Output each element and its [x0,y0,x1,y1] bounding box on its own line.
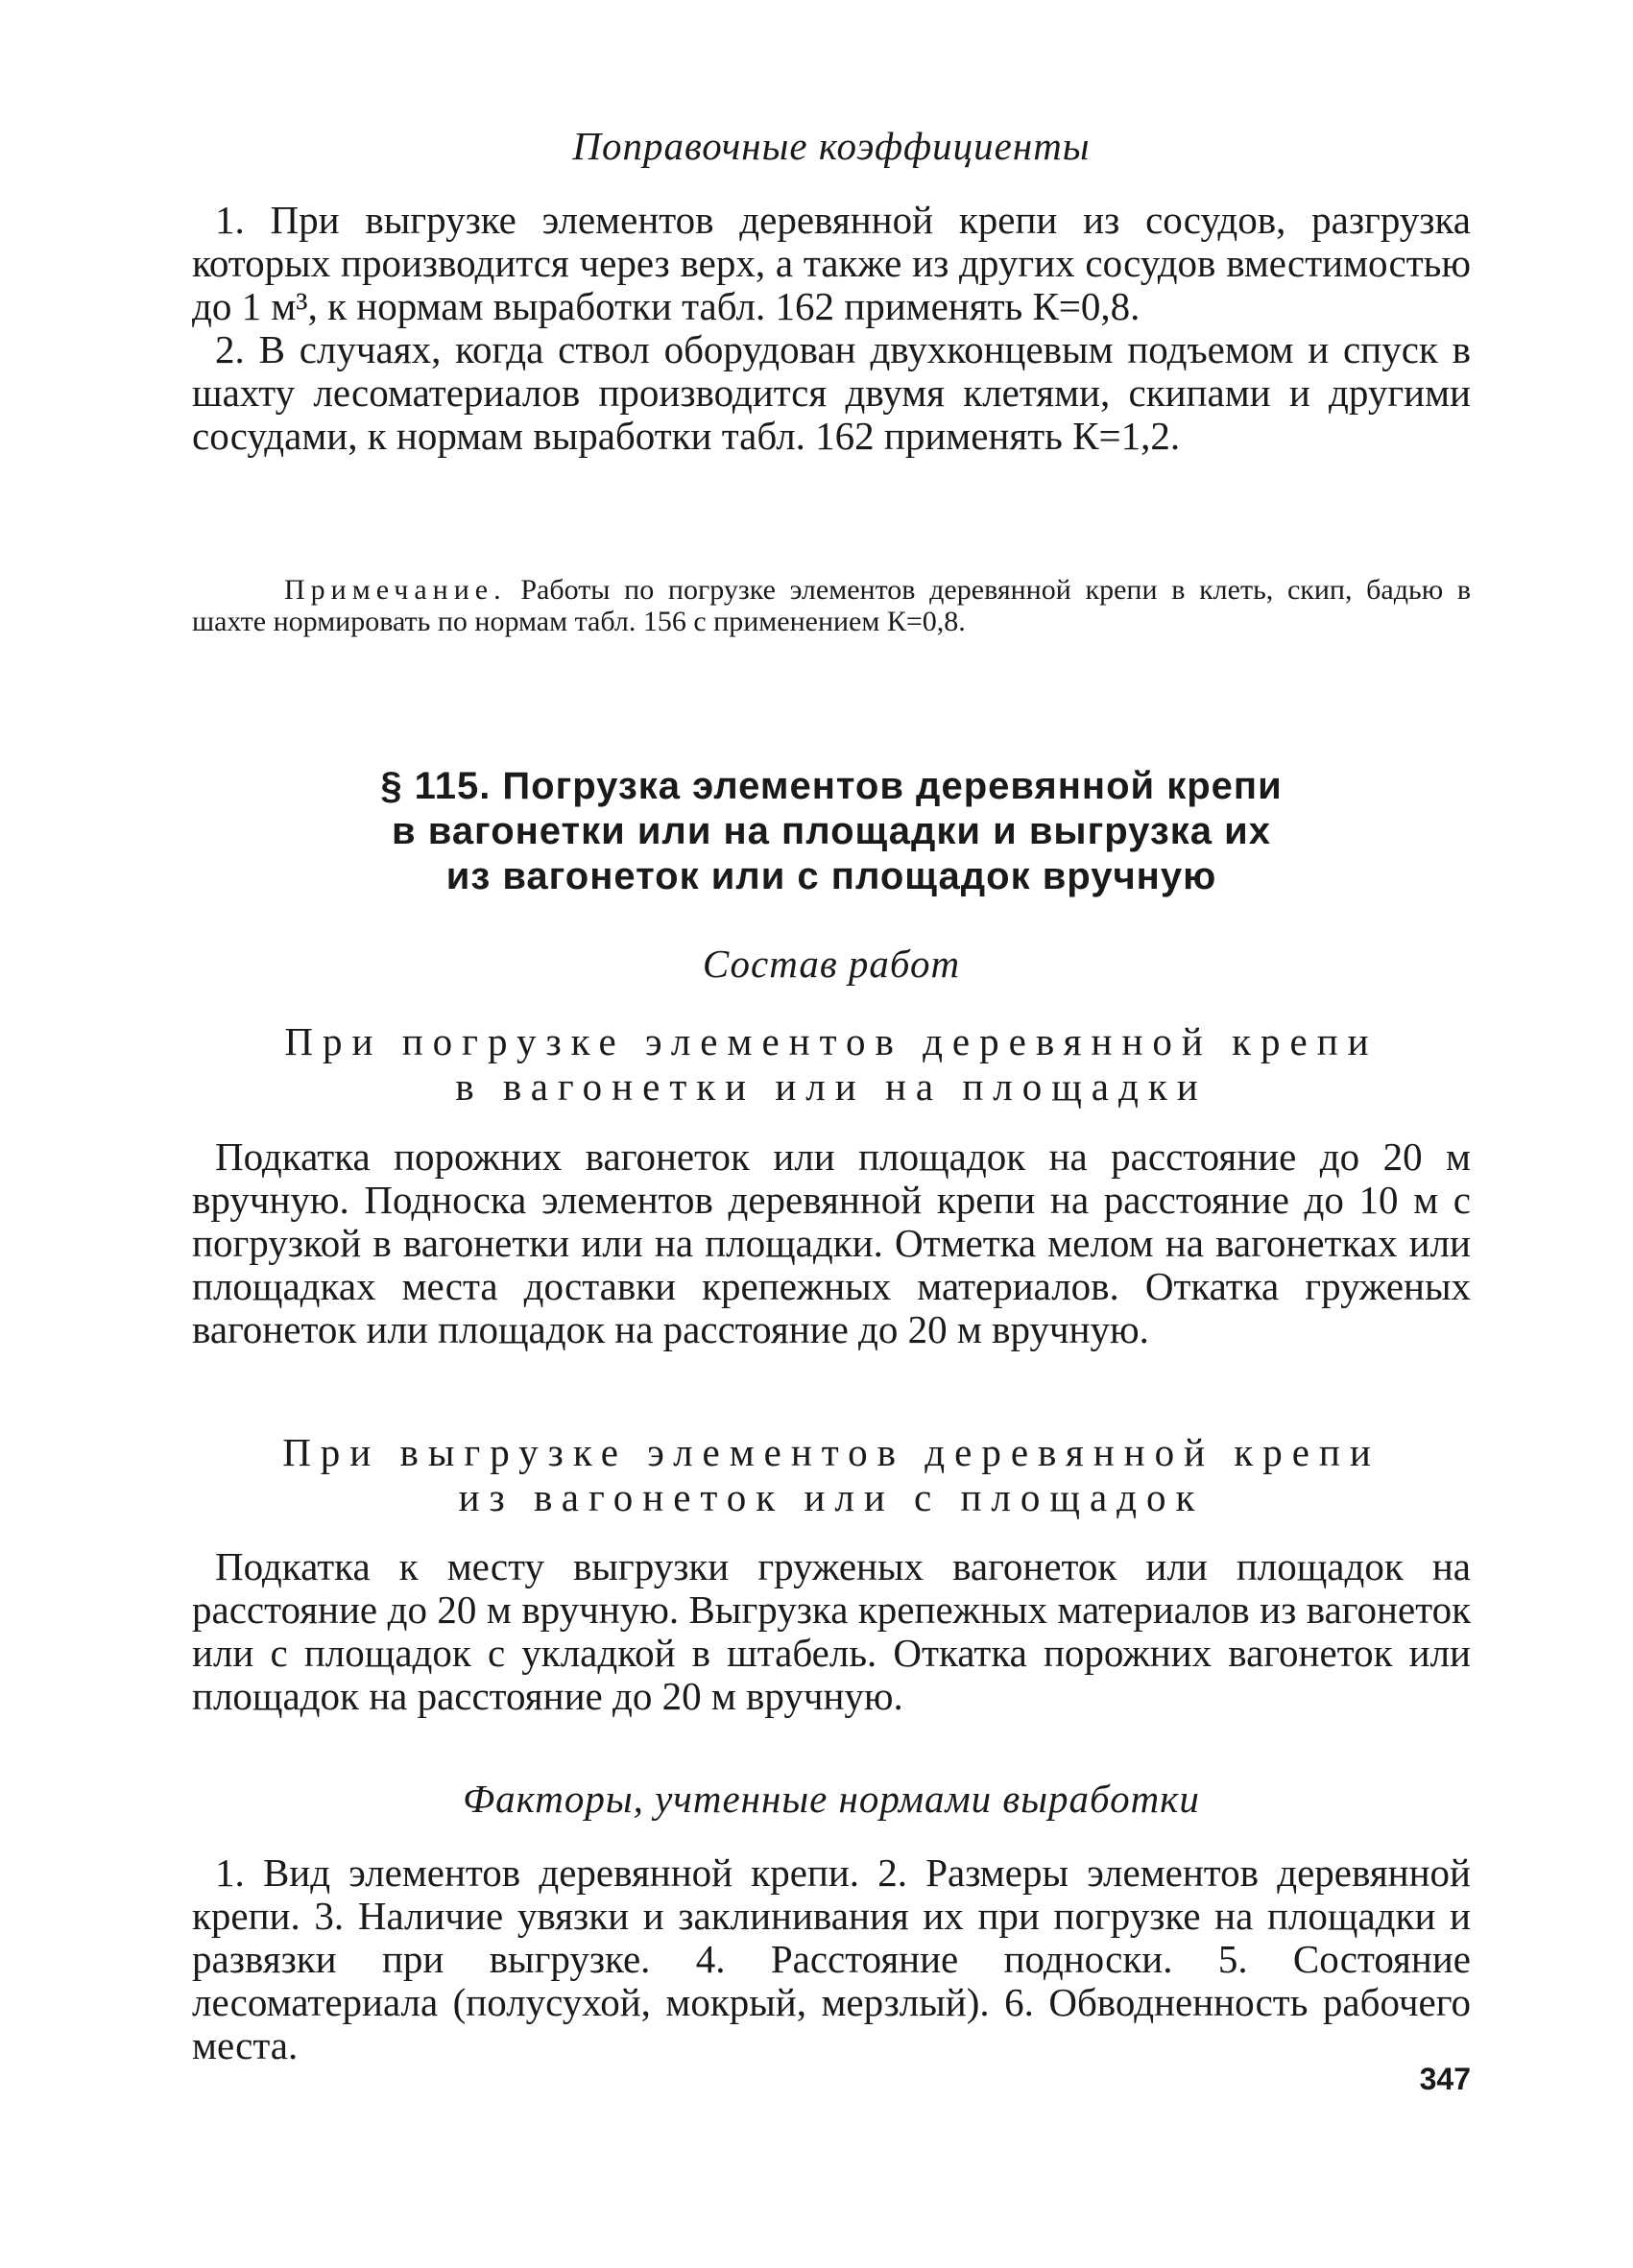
unloading-heading [192,1430,1471,1520]
loading-heading [192,1019,1471,1110]
unloading-text-block [192,1545,1471,1718]
work-composition-heading: Состав работ [702,942,961,986]
correction-item-1: 1. При выгрузке элементов деревянной крепи из сосудов, разгрузка которых производится через верх, а также из других сосудов вместимостью до 1 м³, к нормам выработки табл. 162 применять К=0,8. [192,198,1471,328]
page-number: 347 [1419,2062,1471,2096]
loading-text: Подкатка порожних вагонеток или площадок на расстояние до 20 м вручную. Подноска элементов деревянной крепи на расстояние до 10 м с погрузкой в вагонетки или на площадки. Отметка мелом на вагонетках или площадках места доставки крепежных материалов. Откатка груженых вагонеток или площадок на расстояние до 20 м вручную. [192,1134,1471,1351]
factors-text: 1. Вид элементов деревянной крепи. 2. Размеры элементов деревянной крепи. 3. Наличие увязки и заклинивания их при погрузке на площадки и развязки при выгрузке. 4. Расстояние подноски. 5. Состояние лесоматериала (полусухой, мокрый, мерзлый). 6. Обводненность рабочего места. [192,1850,1471,2067]
note-label: Примечание. [284,574,507,606]
unloading-heading-line-2: из вагонеток или с площадок [458,1475,1205,1519]
section-title-line-2: в вагонетки или на площадки и выгрузка их [392,810,1271,852]
unloading-text: Подкатка к месту выгрузки груженых вагонеток или площадок на расстояние до 20 м вручную. Выгрузка крепежных материалов из вагонеток или с площадок с укладкой в штабель. Откатка порожних вагонеток или площадок на расстояние до 20 м вручную. [192,1544,1471,1718]
loading-heading-line-2: в вагонетки или на площадки [455,1064,1208,1109]
corrections-list [192,199,1471,458]
note-paragraph [192,574,1471,637]
correction-item-2: 2. В случаях, когда ствол оборудован двухконцевым подъемом и спуск в шахту лесоматериалов производится двумя клетями, скипами и другими сосудами, к нормам выработки табл. 162 применять К=1,2. [192,327,1471,458]
factors-text-block [192,1851,1471,2067]
section-title-line-1: § 115. Погрузка элементов деревянной крепи [380,765,1283,807]
loading-text-block [192,1135,1471,1351]
corrections-heading: Поправочные коэффициенты [572,124,1091,168]
factors-heading: Факторы, учтенные нормами выработки [463,1777,1200,1821]
unloading-heading-line-1: При выгрузке элементов деревянной крепи [282,1430,1381,1474]
section-title [192,764,1471,899]
section-title-line-3: из вагонеток или с площадок вручную [445,855,1217,897]
loading-heading-line-1: При погрузке элементов деревянной крепи [284,1019,1379,1063]
note-text: Работы по погрузке элементов деревянной крепи в клеть, скип, бадью в шахте нормировать по нормам табл. 156 с применением К=0,8. [192,574,1471,637]
